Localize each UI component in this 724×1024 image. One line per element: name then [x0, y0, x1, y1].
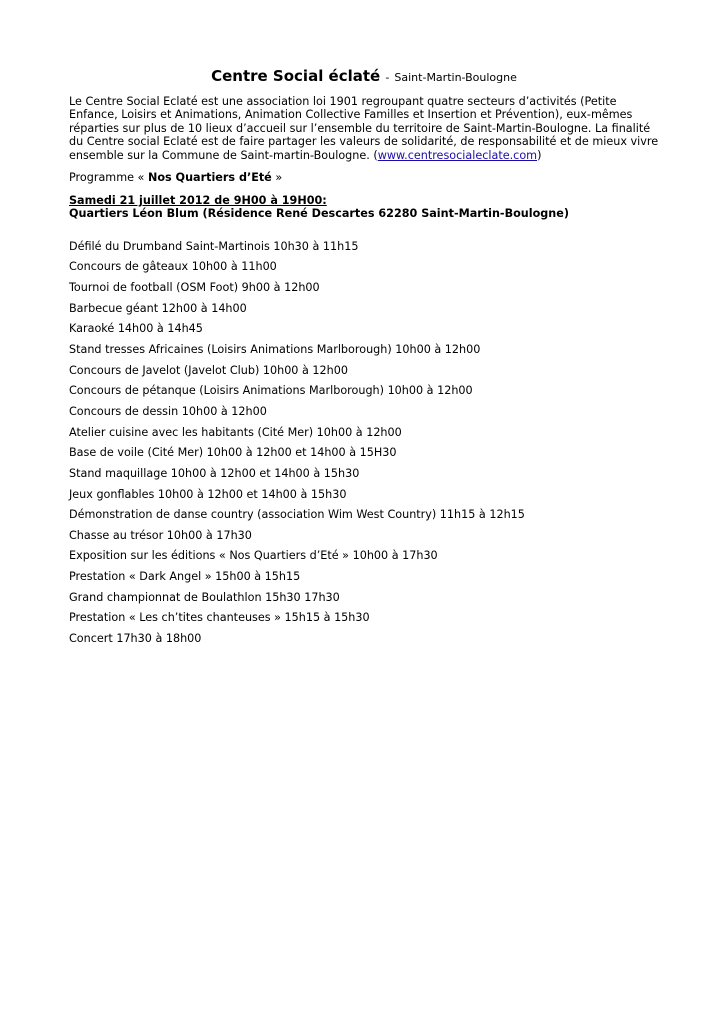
list-item: Tournoi de football (OSM Foot) 9h00 à 12h00 [69, 281, 320, 295]
list-item: Concours de Javelot (Javelot Club) 10h00 à 12h00 [69, 363, 348, 377]
list-item: Chasse au trésor 10h00 à 17h30 [69, 528, 252, 542]
list-item: Prestation « Dark Angel » 15h00 à 15h15 [69, 570, 301, 584]
list-item: Concours de dessin 10h00 à 12h00 [69, 404, 267, 418]
list-item: Karaoké 14h00 à 14h45 [69, 322, 203, 336]
list-item: Concert 17h30 à 18h00 [69, 632, 202, 646]
list-item: Base de voile (Cité Mer) 10h00 à 12h00 et 14h00 à 15H30 [69, 446, 397, 460]
activity-list [69, 240, 659, 653]
list-item: Jeux gonflables 10h00 à 12h00 et 14h00 à 15h30 [69, 487, 347, 501]
list-item: Défilé du Drumband Saint-Martinois 10h30 à 11h15 [69, 239, 359, 253]
programme-line [69, 171, 659, 185]
list-item: Prestation « Les ch’tites chanteuses » 15h15 à 15h30 [69, 611, 370, 625]
list-item: Atelier cuisine avec les habitants (Cité Mer) 10h00 à 12h00 [69, 425, 402, 439]
event-place: Quartiers Léon Blum (Résidence René Descartes 62280 Saint-Martin-Boulogne) [69, 207, 569, 221]
document-page [69, 66, 659, 653]
intro-text: Le Centre Social Eclaté est une association loi 1901 regroupant quatre secteurs d’activités (Petite Enfance, Loisirs et Animations, Animation Collective Familles et Insertion et Prévention), eux-mêmes réparties sur plus de 10 lieux d’accueil sur l’ensemble du territoire de Saint-Martin-Boulogne. La finalité du Centre social Eclaté est de faire partager les valeurs de solidarité, de responsabilité et de mieux vivre ensemble sur la Commune de Saint-martin-Boulogne. ( [69, 95, 659, 162]
list-item: Barbecue géant 12h00 à 14h00 [69, 301, 247, 315]
page-subtitle: Saint-Martin-Boulogne [394, 71, 517, 84]
programme-suffix: » [275, 171, 283, 185]
list-item: Démonstration de danse country (association Wim West Country) 11h15 à 12h15 [69, 508, 525, 522]
list-item: Concours de gâteaux 10h00 à 11h00 [69, 260, 277, 274]
website-link[interactable]: www.centresocialeclate.com [377, 148, 538, 162]
intro-paragraph [69, 95, 659, 162]
list-item: Stand tresses Africaines (Loisirs Animations Marlborough) 10h00 à 12h00 [69, 343, 481, 357]
list-item: Concours de pétanque (Loisirs Animations Marlborough) 10h00 à 12h00 [69, 384, 473, 398]
list-item: Exposition sur les éditions « Nos Quartiers d’Eté » 10h00 à 17h30 [69, 549, 438, 563]
intro-suffix: ) [537, 148, 542, 162]
programme-name: Nos Quartiers d’Eté [147, 171, 272, 185]
event-date: Samedi 21 juillet 2012 de 9H00 à 19H00: [69, 194, 327, 208]
page-title: Centre Social éclaté [211, 67, 381, 85]
list-item: Grand championnat de Boulathlon 15h30 17h30 [69, 590, 340, 604]
title-line [69, 66, 659, 85]
title-separator: - [385, 71, 390, 84]
programme-prefix: Programme « [69, 171, 145, 185]
list-item: Stand maquillage 10h00 à 12h00 et 14h00 à 15h30 [69, 466, 360, 480]
